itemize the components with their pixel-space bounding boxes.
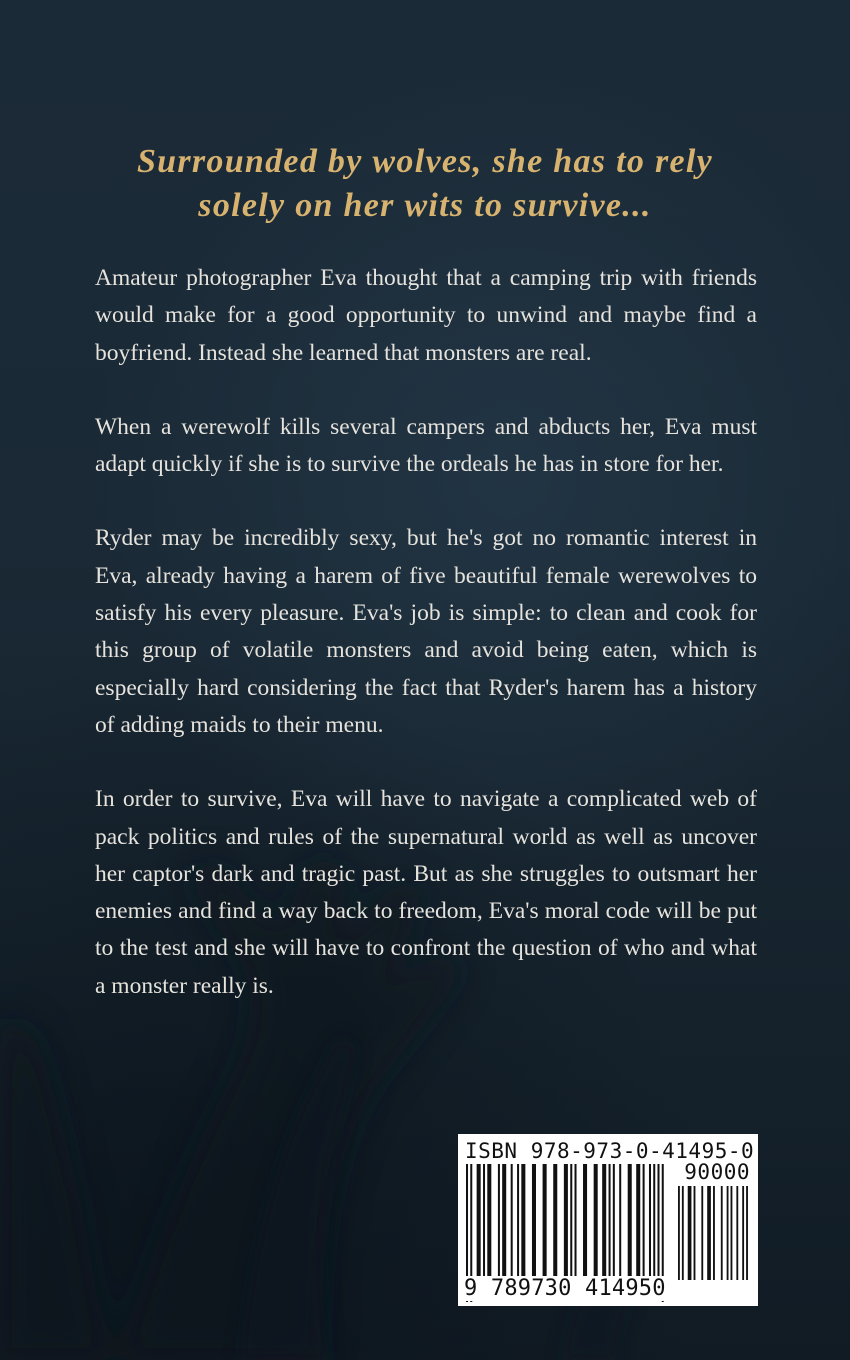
- description-paragraph: In order to survive, Eva will have to navigate a complicated web of pack politics and rules of the supernatural world as well as uncover her captor's dark and tragic past. But as she struggles to outsmart her enemies and find a way back to freedom, Eva's moral code will be put to the test and she will have to confront the question of who and what a monster really is.: [95, 786, 757, 999]
- barcode-bar: [487, 1164, 491, 1280]
- barcode-bar: [477, 1164, 481, 1280]
- isbn-barcode: [458, 1134, 758, 1306]
- barcode-bar: [694, 1186, 696, 1280]
- barcode-bar: [649, 1164, 651, 1280]
- barcode-bar: [483, 1164, 485, 1280]
- barcode-bar: [678, 1186, 680, 1280]
- addon-bars: [678, 1186, 750, 1302]
- barcode-bar: [742, 1186, 744, 1280]
- barcode-bar: [643, 1164, 645, 1280]
- description-paragraph: Ryder may be incredibly sexy, but he's got no romantic interest in Eva, already having a harem of five beautiful female werewolves to satisfy his every pleasure. Eva's job is simple: to clean and cook for this group of volatile monsters and avoid being eaten, which is especially hard considering the fact that Ryder's harem has a history of adding maids to their menu.: [95, 525, 757, 738]
- barcode-bar: [713, 1186, 715, 1280]
- barcode-bar: [653, 1164, 655, 1280]
- tagline: Surrounded by wolves, she has to rely solely on her wits to survive...: [136, 143, 714, 224]
- barcode-bar: [682, 1186, 684, 1280]
- barcode-bar: [731, 1186, 733, 1280]
- barcode-bar: [707, 1186, 711, 1280]
- barcode-bar: [594, 1164, 598, 1280]
- barcode-bar: [575, 1164, 577, 1280]
- barcode-bar: [564, 1164, 568, 1280]
- barcode-bar: [721, 1186, 723, 1280]
- isbn-label: ISBN 978-973-0-41495-0: [465, 1139, 755, 1163]
- barcode-bar: [521, 1164, 525, 1280]
- barcode-bar: [502, 1164, 506, 1280]
- barcode-bar: [736, 1186, 738, 1280]
- barcode-bar: [628, 1164, 632, 1280]
- barcode-bar: [583, 1164, 587, 1280]
- book-description: [95, 260, 757, 1042]
- barcode-bar: [636, 1164, 640, 1280]
- barcode-bar: [701, 1186, 703, 1280]
- barcode-bar: [746, 1186, 748, 1280]
- barcode-bar: [657, 1164, 659, 1280]
- barcode-bar: [543, 1164, 547, 1280]
- ean-digits: 9 789730 414950: [464, 1276, 666, 1301]
- description-paragraph: When a werewolf kills several campers and abducts her, Eva must adapt quickly if she is to survive the ordeals he has in store for her.: [95, 413, 757, 478]
- barcode-bar: [498, 1164, 500, 1280]
- barcode-bar: [619, 1164, 621, 1280]
- barcode-bar: [553, 1164, 557, 1280]
- barcode-bar: [727, 1186, 729, 1280]
- description-paragraph: Amateur photographer Eva thought that a camping trip with friends would make for a good opportunity to unwind and maybe find a boyfriend. Instead she learned that monsters are real.: [95, 265, 757, 366]
- barcode-bar: [517, 1164, 519, 1280]
- barcode-bar: [511, 1164, 513, 1280]
- barcode-bar: [570, 1164, 572, 1280]
- barcode-bar: [532, 1164, 536, 1280]
- price-code: 90000: [684, 1160, 750, 1184]
- barcode-bar: [602, 1164, 606, 1280]
- barcode-bar: [613, 1164, 615, 1280]
- barcode-bar: [609, 1164, 611, 1280]
- barcode-bar: [688, 1186, 692, 1280]
